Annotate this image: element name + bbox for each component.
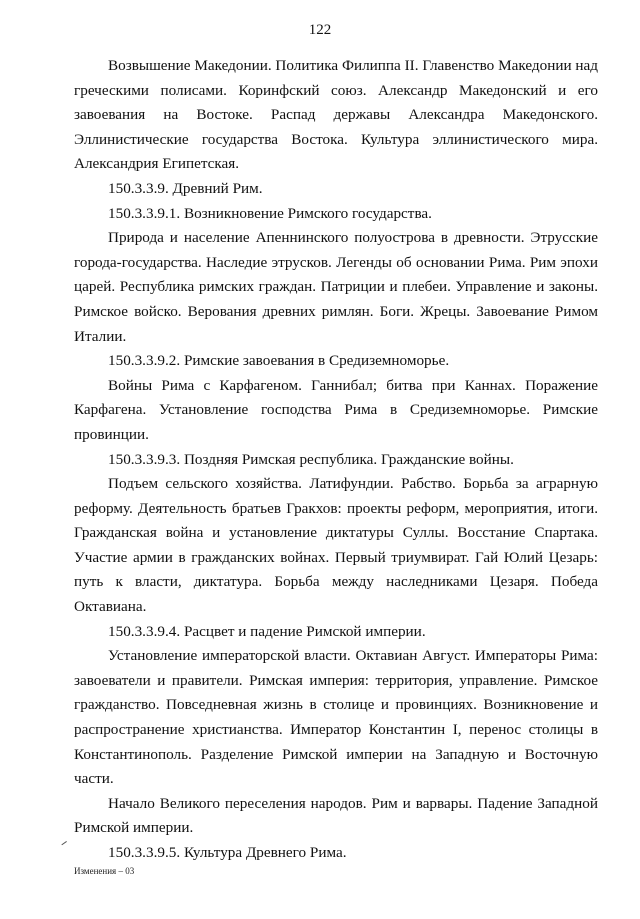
page-number: 122 [308,22,332,38]
subsection-heading-roman-culture: 150.3.3.9.5. Культура Древнего Рима. [108,844,347,861]
footer-revision-note: Изменения – 03 [74,866,135,876]
subsection-heading-roman-empire: 150.3.3.9.4. Расцвет и падение Римской империи. [108,622,426,640]
subsection-heading-late-republic: 150.3.3.9.3. Поздняя Римская республика. Гражданские войны. [108,450,514,468]
paragraph-macedonia: Возвышение Македонии. Политика Филиппа II. Главенство Македонии над греческими полисами. Коринфский союз. Александр Македонский и его завоевания на Востоке. Распад державы Александра Македонского. Эллинистические государства Востока. Культура эллинистического мира. Александрия Египетская. [74,57,598,173]
paragraph-imperial-power: Установление императорской власти. Октавиан Август. Императоры Рима: завоеватели и правители. Римская империя: территория, управление. Римское гражданство. Повседневная жизнь в столице и провинциях. Возникновение и распространение христианства. Император Константин I, перенос столицы в Константинополь. Разделение Римской империи на Западную и Восточную части. [74,647,598,788]
document-body [74,54,598,866]
paragraph-migration-period: Начало Великого переселения народов. Рим и варвары. Падение Западной Римской империи. [74,794,598,837]
paragraph-carthage-wars: Войны Рима с Карфагеном. Ганнибал; битва при Каннах. Поражение Карфагена. Установление господства Рима в Средиземноморье. Римские провинции. [74,376,598,443]
paragraph-civil-wars: Подъем сельского хозяйства. Латифундии. Рабство. Борьба за аграрную реформу. Деятельность братьев Гракхов: проекты реформ, мероприятия, итоги. Гражданская война и установление диктатуры Суллы. Восстание Спартака. Участие армии в гражданских войнах. Первый триумвират. Гай Юлий Цезарь: путь к власти, диктатура. Борьба между наследниками Цезаря. Победа Октавиана. [74,475,598,616]
subsection-heading-roman-state-origin: 150.3.3.9.1. Возникновение Римского государства. [108,204,432,222]
scan-mark [59,838,67,846]
subsection-heading-mediterranean-conquests: 150.3.3.9.2. Римские завоевания в Средиземноморье. [108,352,450,370]
section-heading-ancient-rome: 150.3.3.9. Древний Рим. [108,179,263,197]
paragraph-apennine-peninsula: Природа и население Апеннинского полуострова в древности. Этрусские города-государства. Наследие этрусков. Легенды об основании Рима. Рим эпохи царей. Республика римских граждан. Патриции и плебеи. Управление и законы. Римское войско. Верования древних римлян. Боги. Жрецы. Завоевание Римом Италии. [74,229,598,345]
